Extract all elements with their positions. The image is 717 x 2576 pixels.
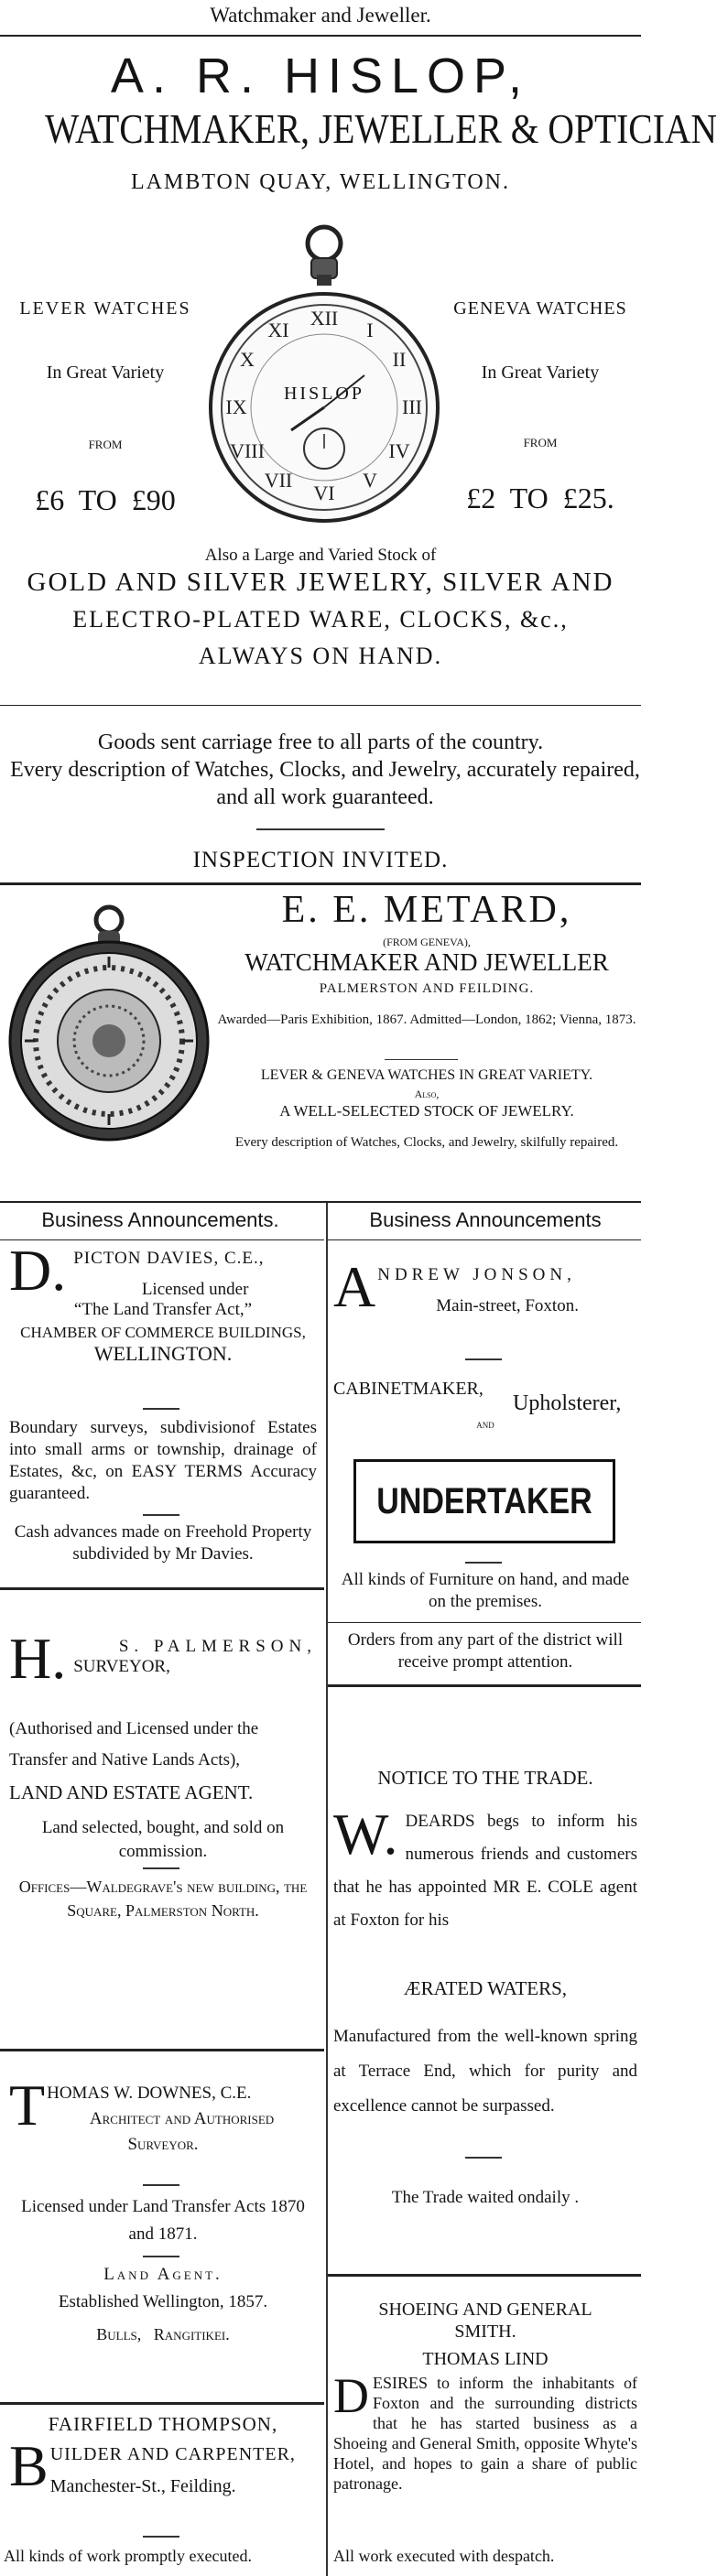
svg-text:VII: VII [264,469,293,492]
lind-drop-cap: D [333,2368,369,2423]
palmerson-role: SURVEYOR, [73,1657,170,1676]
furniture-text: All kinds of Furniture on hand, and made on the premises. [341,1570,630,1611]
geneva-watches-title: GENEVA WATCHES [453,298,627,319]
hislop-stock-line3: ALWAYS ON HAND. [198,643,443,669]
right-column-heading: Business Announcements [369,1208,602,1231]
downes-drop-cap: T [9,2073,46,2138]
jonson-name: NDREW JONSON, [377,1265,576,1284]
davies-licensed: Licensed under [141,1280,249,1299]
hislop-stock-line1: GOLD AND SILVER JEWELRY, SILVER AND [27,568,614,597]
left-column-heading: Business Announcements. [41,1208,279,1231]
jonson-ad [333,1254,637,1319]
divider [0,2049,324,2051]
divider [0,35,641,37]
svg-text:IX: IX [225,395,247,418]
hislop-goods-line1: Goods sent carriage free to all parts of the country. [97,731,544,754]
hislop-also: Also a Large and Varied Stock of [204,546,437,565]
divider [465,1358,502,1360]
downes-surveyor: Surveyor. [127,2135,199,2154]
lind-text: ESIRES to inform the inhabitants of Foxton and the surrounding districts that he has started business as a Shoeing and General Smith, opposite Whyte's Hotel, and hopes to gain a share of public patronage. [333,2374,637,2493]
davies-building: CHAMBER OF COMMERCE BUILDINGS, [20,1324,306,1341]
divider [465,2157,502,2159]
divider [0,882,641,885]
thompson-last: All kinds of work promptly executed. [4,2547,252,2565]
metard-awards: Awarded—Paris Exhibition, 1867. Admitted—London, 1862; Vienna, 1873. [217,1012,636,1027]
lind-ad [333,2368,637,2494]
divider [256,828,385,830]
jonson-address: Main-street, Foxton. [436,1296,579,1315]
trade-waited: The Trade waited ondaily . [391,2188,580,2207]
divider [143,1408,179,1410]
shoeing-title-2: SMITH. [454,2322,516,2342]
deards-manufactured: Manufactured from the well-known spring at Terrace End, which for purity and excellence cannot be surpassed. [333,2027,637,2116]
divider [0,1587,324,1590]
upholsterer: Upholsterer, [513,1391,622,1415]
deards-ad [333,1802,637,1937]
downes-land-agent: Land Agent. [103,2265,223,2284]
divider [385,1059,458,1060]
undertaker-box [353,1459,615,1543]
aerated-waters: ÆRATED WATERS, [403,1977,568,1999]
lever-price: £6 TO £90 [35,483,176,516]
lind-last: All work executed with despatch. [333,2547,555,2565]
lever-variety: In Great Variety [46,363,165,383]
davies-para2: Cash advances made on Freehold Property subdivided by Mr Davies. [14,1522,312,1564]
geneva-variety: In Great Variety [481,363,600,383]
downes-name: HOMAS W. DOWNES, C.E. [47,2084,252,2103]
svg-text:II: II [392,348,407,371]
hislop-stock-line2: ELECTRO-PLATED WARE, CLOCKS, &c., [72,606,569,633]
shoeing-title-1: SHOEING AND GENERAL [378,2300,592,2320]
metard-stock: A WELL-SELECTED STOCK OF JEWELRY. [279,1102,574,1120]
hislop-header-top: Watchmaker and Jeweller. [210,4,431,27]
divider [0,1201,641,1203]
watch-dial-brand: HISLOP [283,384,365,404]
metard-trade: WATCHMAKER AND JEWELLER [244,948,609,976]
divider [143,2536,179,2538]
cabinetmaker: CABINETMAKER, [333,1379,483,1399]
deards-text: DEARDS begs to inform his numerous friends and customers that he has appointed MR E. COLE agent at Foxton for his [333,1812,637,1930]
divider [465,1562,502,1564]
thompson-trade: UILDER AND CARPENTER, [49,2444,296,2464]
column-divider [326,1203,328,2576]
thomas-lind: THOMAS LIND [422,2349,549,2369]
jonson-drop-cap: A [333,1254,376,1319]
metard-name: E. E. METARD, [281,889,572,931]
davies-city: WELLINGTON. [93,1342,233,1365]
divider [328,1239,641,1240]
cabinetmaker-and: AND [476,1421,494,1430]
metard-also: Also, [414,1088,440,1100]
divider [328,1622,641,1623]
palmerson-land: Land selected, bought, and sold on commission. [41,1818,285,1861]
downes-location: Bulls, Rangitikei. [96,2325,230,2343]
metard-places: PALMERSTON AND FEILDING. [319,981,535,996]
hislop-name: A. R. HISLOP, [110,49,531,103]
metard-lever: LEVER & GENEVA WATCHES IN GREAT VARIETY. [260,1067,593,1083]
thompson-drop-cap: B [9,2433,49,2498]
notice-to-trade: NOTICE TO THE TRADE. [377,1767,593,1789]
orders-text: Orders from any part of the district will receive prompt attention. [347,1630,624,1672]
svg-text:VI: VI [313,482,335,504]
davies-drop-cap: D. [9,1238,67,1303]
downes-ad [9,2073,317,2155]
davies-para1: Boundary surveys, subdivisionof Estates into small arms or township, drainage of Estates, &c, on EASY TERMS Accuracy guaranteed. [9,1418,317,1503]
palmerson-offices: Offices—Waldegrave's new building, the Square, Palmerston North. [18,1878,308,1920]
svg-text:XII: XII [310,307,339,330]
downes-licensed: Licensed under Land Transfer Acts 1870 and 1871. [21,2197,305,2244]
svg-text:I: I [366,319,374,341]
palmerson-ad [9,1626,317,1691]
palmerson-authorised: (Authorised and Licensed under the Transfer and Native Lands Acts), [9,1719,259,1770]
downes-established: Established Wellington, 1857. [58,2292,268,2311]
divider [143,1867,179,1869]
metard-repair: Every description of Watches, Clocks, and Jewelry, skilfully repaired. [234,1135,619,1150]
divider [328,2274,641,2277]
divider [143,2184,179,2186]
divider [0,705,641,706]
thompson-address: Manchester-St., Feilding. [49,2476,236,2496]
davies-ad [9,1238,317,1366]
lever-from: FROM [88,438,123,451]
hislop-goods-line2: Every description of Watches, Clocks, and Jewelry, accurately repaired, and all work guaranteed. [10,758,640,809]
geneva-price: £2 TO £25. [466,482,614,514]
svg-text:XI: XI [267,319,289,341]
inspection-invited: INSPECTION INVITED. [192,848,449,872]
davies-name: PICTON DAVIES, C.E., [73,1249,265,1268]
divider [143,2256,179,2257]
palmerson-name: S. PALMERSON, [118,1637,317,1656]
svg-text:X: X [240,348,255,371]
palmerson-drop-cap: H. [9,1626,67,1691]
divider [328,1684,641,1687]
divider [0,2402,324,2405]
palmerson-agent: LAND AND ESTATE AGENT. [9,1781,254,1803]
lever-watches-title: LEVER WATCHES [19,298,191,319]
divider [143,1514,179,1516]
geneva-from: FROM [523,436,558,449]
deards-drop-cap: W. [333,1802,398,1867]
svg-text:IV: IV [388,439,410,462]
svg-text:V: V [363,469,377,492]
ornate-watch-illustration [5,902,212,1147]
davies-act: “The Land Transfer Act,” [73,1300,253,1319]
thompson-name: FAIRFIELD THOMPSON, [48,2413,278,2435]
hislop-address: LAMBTON QUAY, WELLINGTON. [130,170,510,194]
svg-text:III: III [402,395,422,418]
thompson-trade-block [9,2433,317,2498]
undertaker-label: UNDERTAKER [376,1481,592,1521]
svg-text:VIII: VIII [230,439,265,462]
pocket-watch-illustration [209,220,440,536]
hislop-trade: WATCHMAKER, JEWELLER & OPTICIAN [45,105,717,152]
metard-from: (FROM GENEVA), [383,936,471,948]
downes-architect: Architect and Authorised [89,2109,275,2128]
